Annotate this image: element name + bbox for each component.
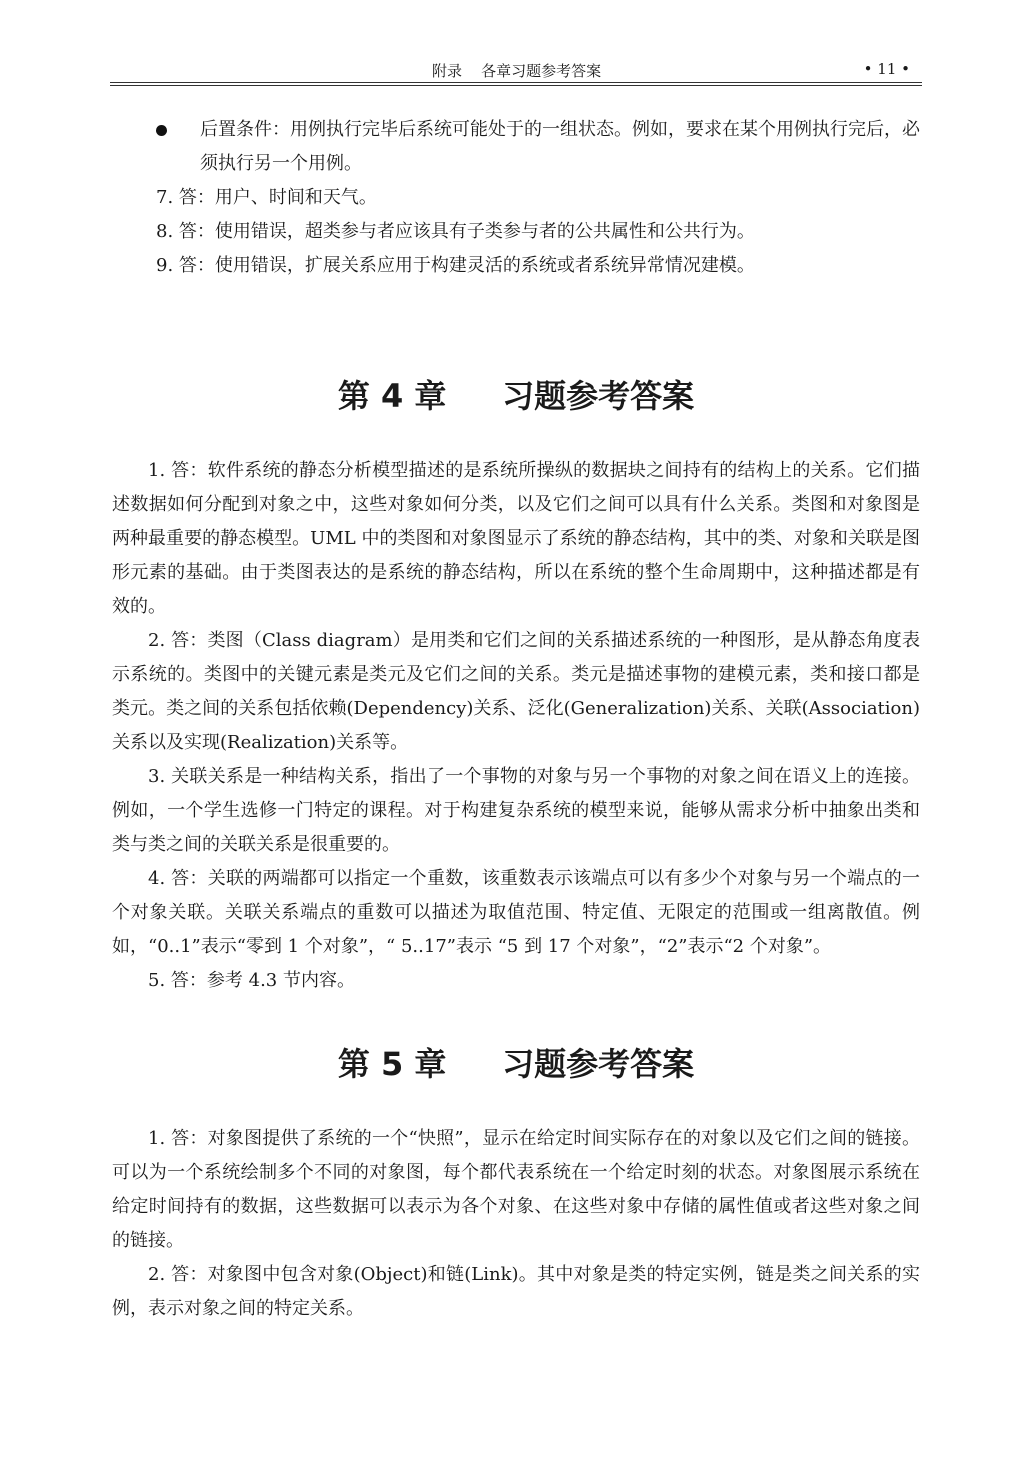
ch5-answer-2: 2. 答：对象图中包含对象(Object)和链(Link)。其中对象是类的特定实例，链是类之间关系的实例，表示对象之间的特定关系。: [112, 1264, 920, 1319]
running-header: [110, 58, 922, 84]
answer-8: 8. 答：使用错误，超类参与者应该具有子类参与者的公共属性和公共行为。: [156, 221, 755, 242]
chapter-4-heading: 第 4 章 习题参考答案: [337, 377, 695, 415]
header-rule-bottom: [110, 85, 922, 86]
answer-7: 7. 答：用户、时间和天气。: [156, 187, 377, 208]
ch4-answer-2: 2. 答：类图（Class diagram）是用类和它们之间的关系描述系统的一种图形，是从静态角度表示系统的。类图中的关键元素是类元及它们之间的关系。类元是描述事物的建模元素，类和接口都是类元。类之间的关系包括依赖(Dependency)关系、泛化(Generalization)关系、关联(Association)关系以及实现(Realization)关系等。: [112, 630, 920, 753]
header-title: 附录 各章习题参考答案: [432, 62, 602, 80]
ch4-answer-4: 4. 答：关联的两端都可以指定一个重数，该重数表示该端点可以有多少个对象与另一个端点的一个对象关联。关联关系端点的重数可以描述为取值范围、特定值、无限定的范围或一组离散值。例如，“0..1”表示“零到 1 个对象”，“ 5..17”表示 “5 到 17 个对象”，“2”表示“2 个对象”。: [112, 868, 920, 957]
header-rule-top: [110, 82, 922, 83]
bullet-item: [112, 113, 920, 181]
ch4-answer-1: 1. 答：软件系统的静态分析模型描述的是系统所操纵的数据块之间持有的结构上的关系。它们描述数据如何分配到对象之中，这些对象如何分类，以及它们之间可以具有什么关系。类图和对象图是两种最重要的静态模型。UML 中的类图和对象图显示了系统的静态结构，其中的类、对象和关联是图形元素的基础。由于类图表达的是系统的静态结构，所以在系统的整个生命周期中，这种描述都是有效的。: [112, 460, 920, 617]
ch4-answer-3: 3. 关联关系是一种结构关系，指出了一个事物的对象与另一个事物的对象之间在语义上的连接。例如，一个学生选修一门特定的课程。对于构建复杂系统的模型来说，能够从需求分析中抽象出类和类与类之间的关联关系是很重要的。: [112, 766, 920, 855]
bullet-dot-icon: [156, 125, 167, 136]
bullet-text: 后置条件：用例执行完毕后系统可能处于的一组状态。例如，要求在某个用例执行完后，必须执行另一个用例。: [200, 119, 920, 174]
chapter-5-heading: 第 5 章 习题参考答案: [337, 1045, 695, 1083]
answer-9: 9. 答：使用错误，扩展关系应用于构建灵活的系统或者系统异常情况建模。: [156, 255, 755, 276]
page-number: • 11 •: [863, 60, 910, 78]
ch5-answer-1: 1. 答：对象图提供了系统的一个“快照”，显示在给定时间实际存在的对象以及它们之间的链接。可以为一个系统绘制多个不同的对象图，每个都代表系统在一个给定时刻的状态。对象图展示系统在给定时间持有的数据，这些数据可以表示为各个对象、在这些对象中存储的属性值或者这些对象之间的链接。: [112, 1128, 920, 1251]
ch4-answer-5: 5. 答：参考 4.3 节内容。: [148, 970, 355, 991]
page-body: [112, 113, 920, 1326]
